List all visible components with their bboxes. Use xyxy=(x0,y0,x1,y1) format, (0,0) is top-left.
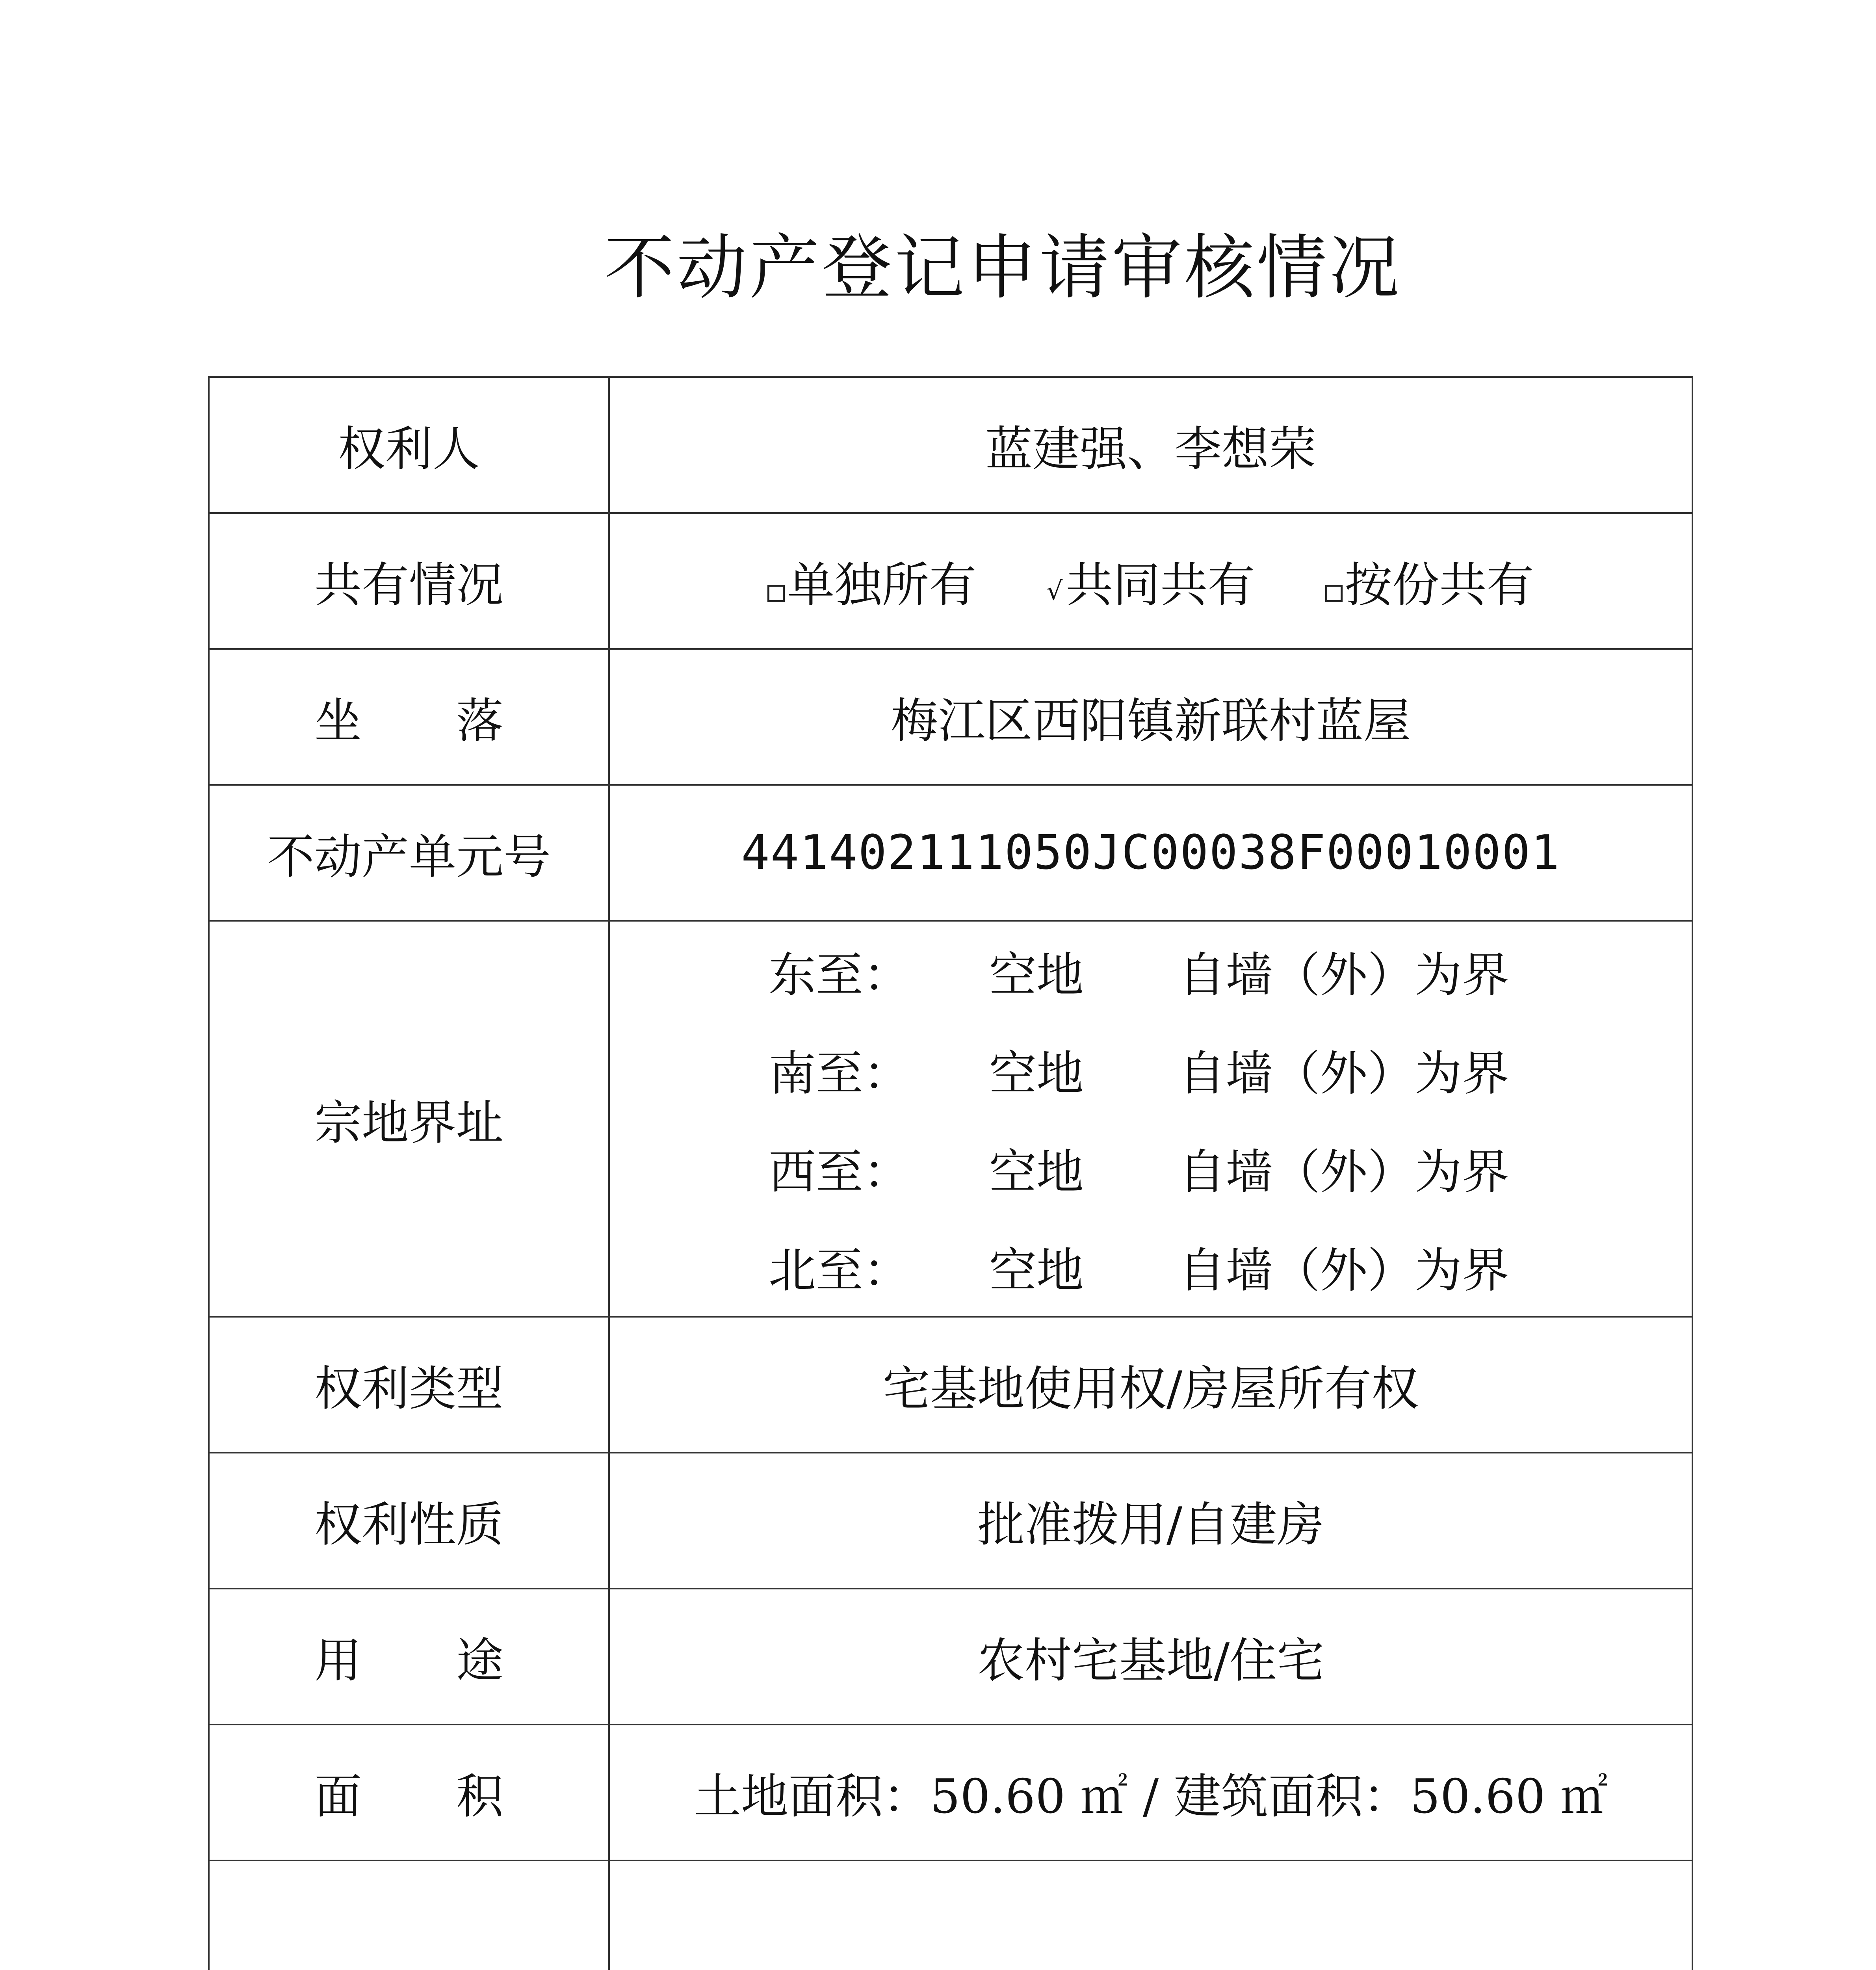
boundary-line-north xyxy=(610,1217,1692,1316)
label-boundary: 宗地界址 xyxy=(209,921,609,1317)
boundary-rule: 自墙（外）为界 xyxy=(1178,1145,1509,1200)
value-co-ownership xyxy=(609,513,1692,649)
label-area: 面 积 xyxy=(209,1725,609,1860)
checkbox-empty-icon[interactable] xyxy=(1325,585,1343,602)
label-owner: 权利人 xyxy=(209,377,609,513)
boundary-neighbor: 空地 xyxy=(989,948,1084,1003)
boundary-neighbor: 空地 xyxy=(989,1145,1084,1200)
row-usage xyxy=(209,1589,1692,1725)
row-owner xyxy=(209,377,1692,513)
boundary-rule: 自墙（外）为界 xyxy=(1178,1243,1509,1298)
boundary-direction: 南至： xyxy=(769,1046,910,1101)
label-right-nature: 权利性质 xyxy=(209,1453,609,1589)
label-usage: 用 途 xyxy=(209,1589,609,1725)
value-unit-no: 441402111050JC00038F00010001 xyxy=(609,785,1692,921)
value-boundary xyxy=(609,921,1692,1317)
option-share-ownership[interactable] xyxy=(1325,547,1534,615)
row-notes xyxy=(209,1860,1692,1970)
option-joint-ownership[interactable] xyxy=(1047,547,1255,615)
option-label: 单独所有 xyxy=(787,558,977,613)
row-co-ownership xyxy=(209,513,1692,649)
value-usage: 农村宅基地/住宅 xyxy=(609,1589,1692,1725)
value-right-nature: 批准拨用/自建房 xyxy=(609,1453,1692,1589)
option-sole-ownership[interactable] xyxy=(767,547,976,615)
row-location xyxy=(209,649,1692,785)
boundary-rule: 自墙（外）为界 xyxy=(1178,948,1509,1003)
value-notes[interactable] xyxy=(609,1860,1692,1970)
label-co-ownership: 共有情况 xyxy=(209,513,609,649)
boundary-line-south xyxy=(610,1020,1692,1119)
checkbox-empty-icon[interactable] xyxy=(767,585,785,602)
row-right-type xyxy=(209,1317,1692,1453)
boundary-line-east xyxy=(610,922,1692,1020)
row-unit-no xyxy=(209,785,1692,921)
boundary-direction: 东至： xyxy=(769,948,910,1003)
label-location: 坐 落 xyxy=(209,649,609,785)
boundary-direction: 西至： xyxy=(769,1145,910,1200)
boundary-neighbor: 空地 xyxy=(989,1046,1084,1101)
row-boundary xyxy=(209,921,1692,1317)
label-notes xyxy=(209,1860,609,1970)
option-label: 按份共有 xyxy=(1345,558,1534,613)
value-right-type: 宅基地使用权/房屋所有权 xyxy=(609,1317,1692,1453)
value-area: 土地面积：50.60 ㎡ / 建筑面积：50.60 ㎡ xyxy=(609,1725,1692,1860)
check-mark-icon[interactable]: √ xyxy=(1046,576,1063,606)
value-owner: 蓝建强、李想荣 xyxy=(609,377,1692,513)
row-right-nature xyxy=(209,1453,1692,1589)
boundary-direction: 北至： xyxy=(769,1243,910,1298)
review-table xyxy=(208,376,1693,1970)
label-right-type: 权利类型 xyxy=(209,1317,609,1453)
boundary-line-west xyxy=(610,1119,1692,1217)
label-unit-no: 不动产单元号 xyxy=(209,785,609,921)
value-location: 梅江区西阳镇新联村蓝屋 xyxy=(609,649,1692,785)
page-title: 不动产登记申请审核情况 xyxy=(604,227,1402,309)
boundary-neighbor: 空地 xyxy=(989,1243,1084,1298)
option-label: 共同共有 xyxy=(1066,558,1255,613)
boundary-rule: 自墙（外）为界 xyxy=(1178,1046,1509,1101)
row-area xyxy=(209,1725,1692,1860)
